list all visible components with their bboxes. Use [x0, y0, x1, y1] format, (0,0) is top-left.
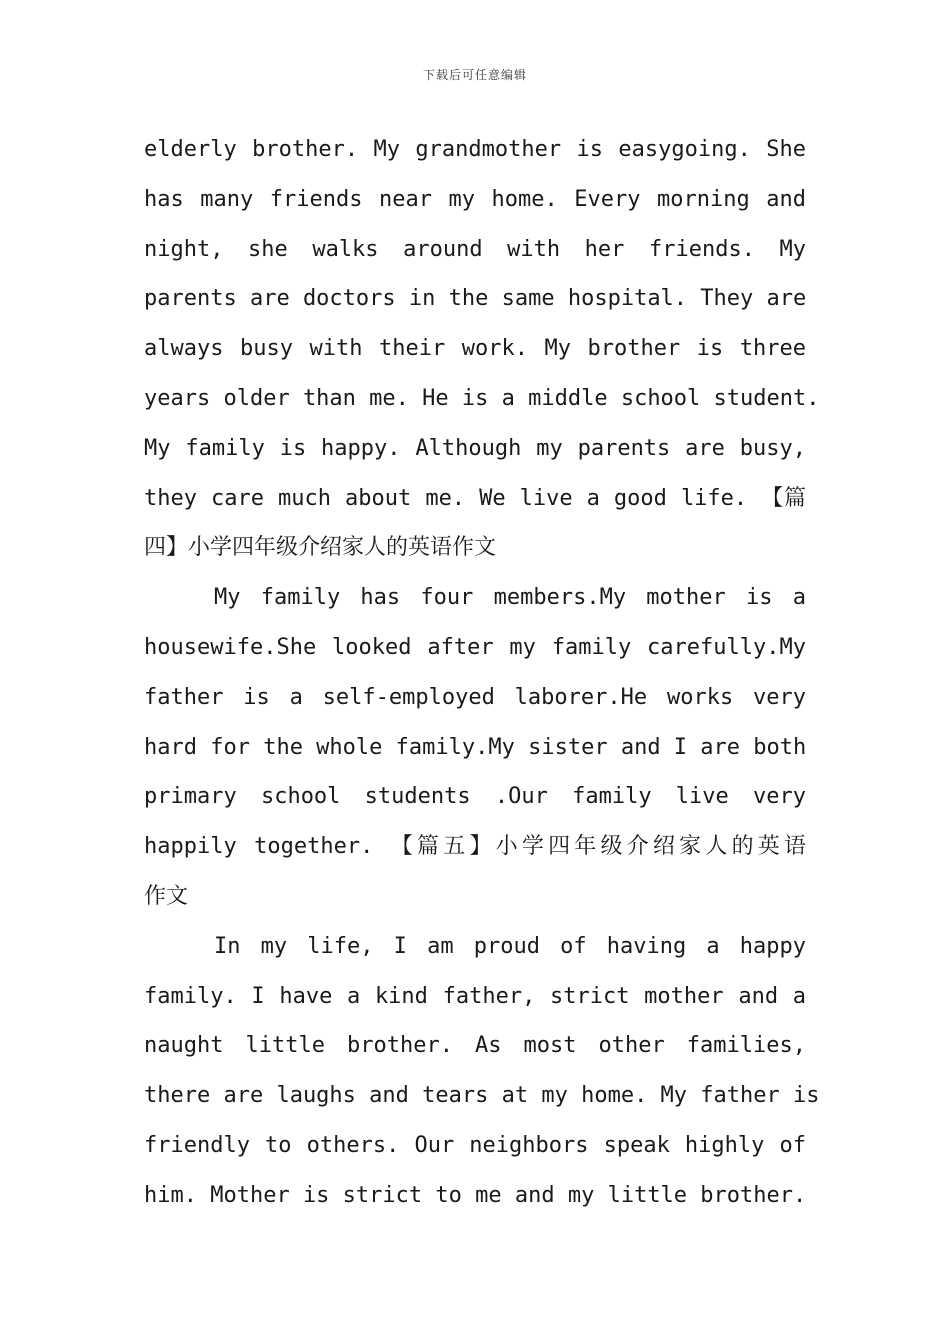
text-line: parents are doctors in the same hospital. They are: [144, 286, 807, 312]
page-header: 下载后可任意编辑: [422, 68, 527, 82]
text-line: they care much about me. We live a good life. 【篇: [144, 485, 806, 511]
paragraph-first-line: My family has four members.My mother is a: [214, 585, 806, 611]
text-line: years older than me. He is a middle school student.: [144, 385, 820, 411]
text-line: My family is happy. Although my parents are busy,: [144, 435, 806, 461]
text-line: him. Mother is strict to me and my little brother.: [144, 1182, 807, 1208]
text-line: family. I have a kind father, strict mother and a: [144, 983, 806, 1009]
text-line: happily together. 【篇五】小学四年级介绍家人的英语: [144, 834, 806, 860]
text-line: friendly to others. Our neighbors speak highly of: [144, 1132, 806, 1158]
text-line: night, she walks around with her friends. My: [144, 236, 806, 262]
text-line: has many friends near my home. Every morning and: [144, 186, 806, 212]
section-heading-line: 四】小学四年级介绍家人的英语作文: [144, 535, 497, 561]
paragraph-first-line: In my life, I am proud of having a happy: [214, 933, 806, 959]
text-line: father is a self-employed laborer.He works very: [144, 684, 806, 710]
text-line: hard for the whole family.My sister and I are both: [144, 734, 807, 760]
text-line: always busy with their work. My brother is three: [144, 336, 806, 362]
text-line: there are laughs and tears at my home. My father is: [144, 1083, 820, 1109]
text-line: elderly brother. My grandmother is easygoing. She: [144, 137, 806, 162]
text-line: housewife.She looked after my family carefully.My: [144, 634, 806, 660]
document-body: [144, 125, 820, 1221]
text-line: naught little brother. As most other families,: [144, 1033, 806, 1059]
section-heading-line: 作文: [144, 883, 189, 909]
text-line: primary school students .Our family live very: [144, 784, 806, 810]
